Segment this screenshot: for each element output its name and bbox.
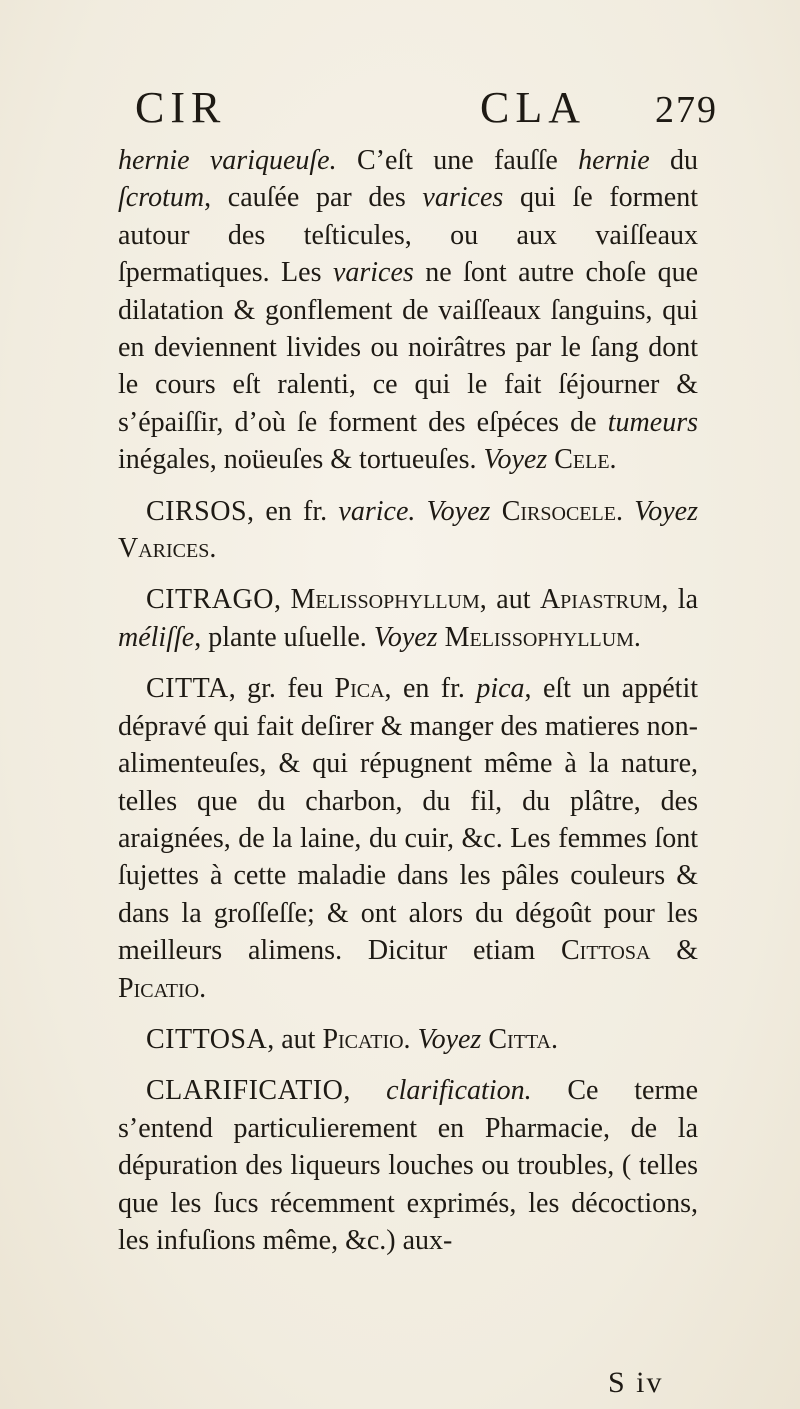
small-caps-reference: Cittosa [561, 935, 651, 967]
running-head-right: CLA [480, 83, 586, 132]
small-caps-reference: Apiastrum [539, 584, 662, 616]
running-head-left: CIR [135, 83, 227, 132]
small-caps-reference: Citta. [488, 1023, 558, 1055]
text-run: , cauſée par des [204, 182, 423, 214]
text-run: , [343, 1075, 387, 1107]
text-run: du [649, 145, 698, 176]
page-number: 279 [655, 89, 718, 131]
italic-term: varices [332, 257, 414, 289]
headword: CITTOSA [146, 1023, 268, 1055]
text-run [623, 496, 634, 527]
entry-citta [118, 670, 698, 1007]
text-run: Ce terme s’entend particulierement en Pharmacie, de la dépuration des liqueurs louches ou troubles, ( telles que les ſucs récemment exprimés, les décoctions, les infuſions même, &c.) aux- [118, 1075, 699, 1256]
headword: CIRSOS [146, 495, 248, 527]
italic-term: clarification. [386, 1075, 532, 1107]
text-run: , gr. feu [228, 673, 335, 705]
small-caps-reference: Melissophyllum [290, 584, 480, 616]
entry-citrago [118, 581, 698, 656]
text-run: , [273, 584, 291, 616]
text-run: , eſt un appétit dépravé qui fait deſirer & manger des matieres non-alimenteuſes, & qui répugnent même à la nature, telles que du charbon, du fil, du plâtre, des araignées, de la laine, du cuir, &c. Les femmes ſont ſujettes à cette maladie dans les pâles couleurs & dans la groſſeſſe; & ont alors du dégoût pour les meilleurs alimens. Dicitur etiam [118, 673, 699, 967]
italic-term: hernie [578, 145, 650, 176]
italic-term: Voyez [373, 621, 438, 653]
text-run: C’eſt une fauſſe [336, 145, 579, 176]
text-run: & [650, 935, 699, 967]
italic-term: Voyez [634, 495, 698, 527]
italic-term: pica [476, 673, 525, 705]
small-caps-reference: Picatio. [322, 1023, 411, 1055]
small-caps-reference: Cele. [554, 444, 617, 476]
text-run: , plante uſuelle. [194, 621, 374, 653]
body-text [118, 142, 698, 1259]
text-run: , en fr. [384, 673, 477, 705]
headword: CITTA [146, 673, 229, 705]
text-run: , la [661, 584, 698, 616]
text-run: qui ſe forment autour des teſticules, ou aux vaiſſeaux ſpermatiques. Les [118, 182, 698, 289]
small-caps-reference: Picatio. [118, 972, 207, 1004]
text-run [490, 496, 501, 527]
text-run [438, 622, 445, 653]
text-run: , en fr. [247, 495, 339, 527]
entry-cirsos [118, 493, 698, 568]
running-head [135, 82, 718, 142]
small-caps-reference: Cirsocele. [501, 495, 623, 527]
small-caps-reference: Pica [334, 673, 385, 705]
italic-term: Voyez [417, 1023, 482, 1055]
signature-mark: S iv [608, 1366, 664, 1399]
text-run: , aut [479, 584, 540, 616]
headword: CITRAGO [146, 584, 274, 616]
text-run: , aut [267, 1023, 323, 1055]
italic-term: Voyez [483, 444, 548, 476]
italic-term: hernie variqueuſe. [118, 145, 337, 176]
italic-term: varices [422, 182, 504, 214]
text-run: inégales, noüeuſes & tortueuſes. [118, 444, 484, 476]
italic-term: méliſſe [118, 621, 195, 653]
text-run: ne ſont autre choſe que dilatation & gonflement de vaiſſeaux ſanguins, qui en deviennent livides ou noirâtres par le ſang dont le cours eſt ralenti, ce qui le fait ſéjourner & s’épaiſſir, d’où ſe forment des eſpéces de [118, 257, 698, 438]
small-caps-reference: Melissophyllum. [444, 621, 641, 653]
small-caps-reference: Varices. [118, 533, 217, 565]
italic-term: varice. [338, 495, 416, 527]
italic-term: ſcrotum [118, 182, 205, 214]
entry-cittosa [118, 1021, 698, 1058]
entry-clarificatio [118, 1072, 698, 1259]
text-run [411, 1024, 418, 1055]
entry-hernie-variqueuse [118, 142, 698, 479]
headword: CLARIFICATIO [146, 1075, 344, 1107]
italic-term: Voyez [426, 495, 491, 527]
text-run [415, 496, 426, 527]
italic-term: tumeurs [607, 406, 698, 438]
